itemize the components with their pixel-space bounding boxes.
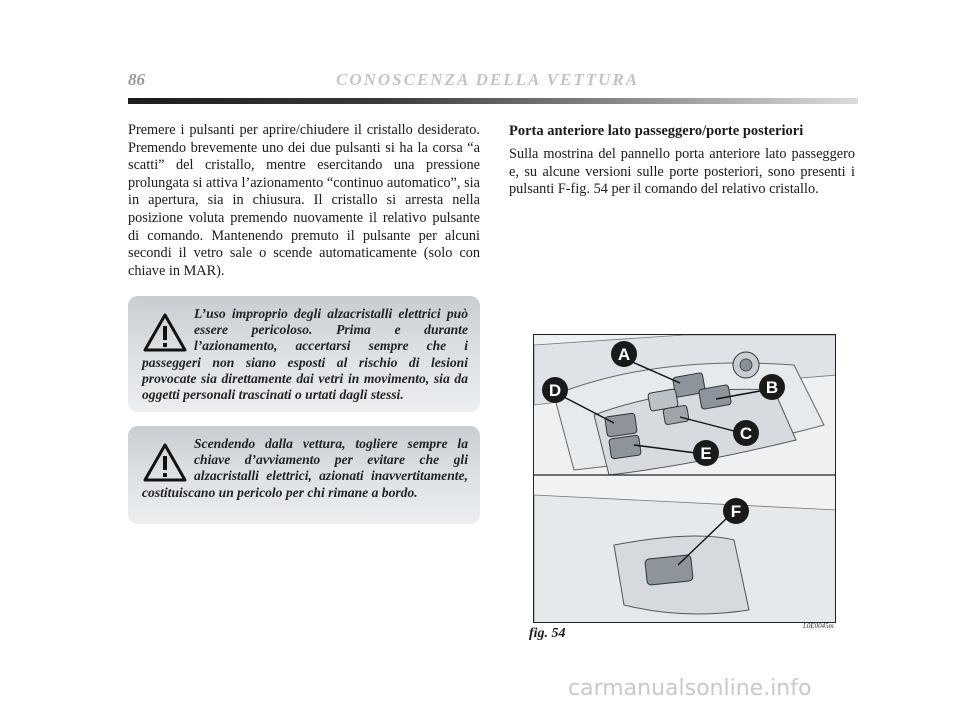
figure-illustration (533, 334, 836, 623)
watermark-link[interactable]: carmanualsonline.info (568, 676, 812, 701)
callout-b (759, 374, 785, 400)
warning-text-1: L’uso improprio degli alzacristalli elettrici può essere pericoloso. Prima e durante l’azionamento, accertarsi sempre che i passeggeri non siano esposti al rischio di lesioni provocate sia direttamente dai vetri in movimento, sia da oggetti personali trascinati o urtati dagli stessi. (142, 306, 468, 403)
callout-a (611, 341, 637, 367)
warning-triangle-icon (142, 442, 188, 484)
body-paragraph: Premere i pulsanti per aprire/chiudere il cristallo desiderato. Premendo brevemente uno dei due pulsanti si ha la corsa “a scatti” del cristallo, mentre esercitando una pressione prolungata si attiva l’azionamento “continuo automatico”, sia in apertura, sia in chiusura. Il cristallo si arresta nella posizione voluta premendo nuovamente il relativo pulsante di comando. Mantenendo premuto il pulsante per alcuni secondi il vetro sale o scende automaticamente (solo con chiave in MAR). (128, 122, 480, 279)
callout-e (693, 440, 719, 466)
subheading: Porta anteriore lato passeggero/porte posteriori (509, 123, 804, 139)
warning-triangle-icon (142, 312, 188, 354)
header-rule (128, 98, 858, 104)
figure-code: L0E0045m (803, 622, 834, 630)
warning-text-2: Scendendo dalla vettura, togliere sempre la chiave d’avviamento per evitare che gli alzacristalli elettrici, azionati inavvertitamente, costituiscano un pericolo per chi rimane a bordo. (142, 436, 468, 500)
warning-box-2 (128, 426, 480, 524)
svg-text:B: B (765, 378, 779, 397)
section-title: CONOSCENZA DELLA VETTURA (336, 70, 640, 89)
left-column (128, 122, 480, 280)
callout-c (733, 420, 759, 446)
svg-text:A: A (617, 345, 631, 364)
svg-text:F: F (730, 502, 742, 521)
door-panel-drawing (534, 335, 836, 623)
svg-text:E: E (700, 444, 712, 463)
callout-d (542, 377, 568, 403)
right-paragraph: Sulla mostrina del pannello porta anteriore lato passeggero e, su alcune versioni sulle porte posteriori, sono presenti i pulsanti F-fig. 54 per il comando del relativo cristallo. (509, 146, 855, 198)
right-column (509, 122, 855, 199)
callout-f (723, 498, 749, 524)
figure-caption: fig. 54 (529, 626, 566, 641)
svg-text:C: C (739, 424, 753, 443)
page-number: 86 (128, 70, 145, 89)
svg-text:D: D (548, 381, 562, 400)
warning-box-1 (128, 296, 480, 412)
